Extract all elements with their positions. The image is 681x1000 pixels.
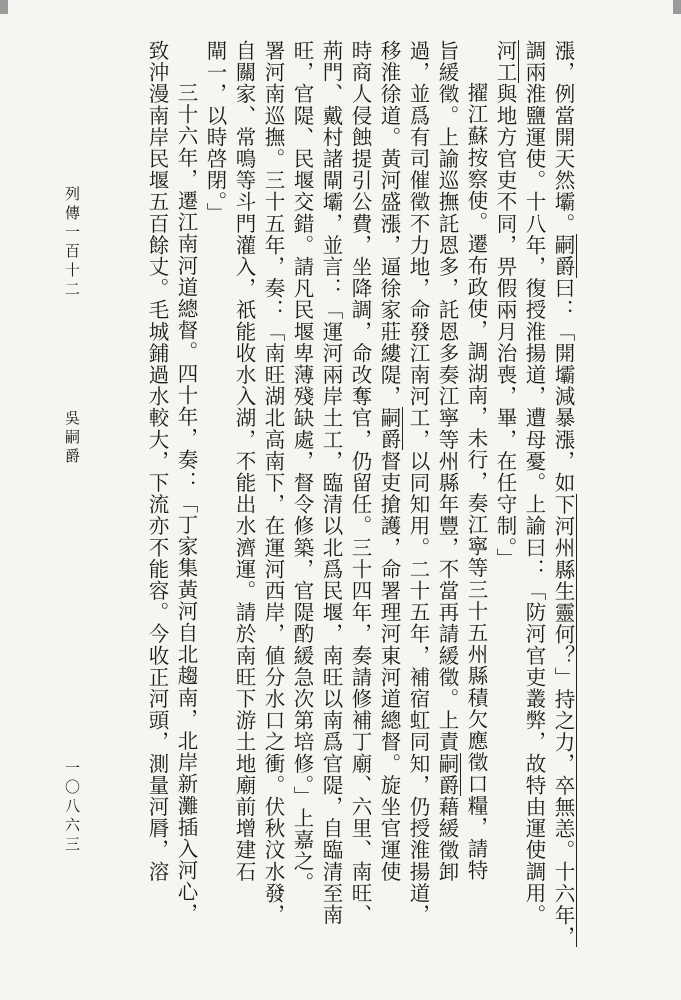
text-run: 旺，官隄、民堰交錯。請凡民堰卑薄殘缺處，督令修築，官隄酌緩急次第培修。」上嘉之。 — [290, 40, 314, 894]
text-run: 與地方官吏不同，畀假兩月治喪，畢，在任守制。」 — [493, 83, 517, 570]
proper-noun-mark: 嗣爵 — [377, 407, 401, 451]
scan-edge-left — [0, 0, 8, 14]
text-column — [233, 40, 255, 882]
proper-noun-mark: 下河州縣生靈何？」持之力，卒無恙。十六年， — [551, 493, 575, 948]
text-column — [349, 40, 371, 926]
text-run: 閘一，以時啓閉。」 — [203, 40, 227, 225]
text-column — [523, 40, 545, 926]
text-run: 藉緩徵卸 — [435, 796, 459, 883]
text-run: 自關家、常鳴等斗門灌入，祇能收水入湖，不能出水濟運。請於南旺下游土地廟前增建石 — [232, 40, 256, 883]
text-column — [175, 82, 197, 924]
header-section-title: 列傳一百十二 — [63, 186, 81, 300]
text-run: 荊門、戴村諸閘壩，並言：「運河兩岸土工，臨清以北爲民堰，南旺以南爲官隄，自臨清至南 — [319, 40, 343, 926]
text-run: 致沖漫南岸民堰五百餘丈。毛城鋪過水較大，下流亦不能容。今收正河頭，測量河脣，溶 — [145, 40, 169, 883]
text-column — [262, 40, 284, 926]
text-run: 過，並爲有司催徵不力地，命發江南河工，以同知用。二十五年，補宿虹同知，仍授淮揚道， — [406, 40, 430, 926]
text-run: 漲，例當開天然壩。 — [551, 40, 575, 235]
proper-noun-mark: 嗣爵 — [435, 752, 459, 797]
text-run: 署河南巡撫。三十五年，奏：「南旺湖北高南下，在運河西岸，値分水口之衝。伏秋汶水發， — [261, 40, 285, 926]
text-column — [204, 40, 226, 224]
text-run: 移淮徐道。黃河盛漲，逼徐家莊縷隄， — [377, 40, 401, 408]
text-run: 時商人侵蝕提引公費，坐降調，命改奪官，仍留任。三十四年，奏請修補丁廟、六里、南旺、 — [348, 40, 372, 926]
header-person-name: 吳嗣爵 — [63, 410, 81, 467]
page-number: 一〇八六三 — [63, 760, 81, 855]
text-run: 督吏搶護，命署理河東河道總督。旋坐官運使 — [377, 450, 401, 883]
text-column — [465, 82, 487, 881]
text-column — [494, 40, 516, 570]
text-column — [378, 40, 400, 882]
scan-edge-right — [673, 0, 681, 14]
proper-noun-mark: 河工 — [493, 40, 517, 84]
text-column — [407, 40, 429, 926]
text-column — [436, 40, 458, 882]
text-run: 旨緩徵。上諭巡撫託恩多，託恩多奏江寧等州縣年豐，不當再請緩徵。上責 — [435, 40, 459, 753]
text-column — [146, 40, 168, 882]
text-run: 三十六年，遷江南河道總督。四十年，奏：「丁家集黃河自北趨南，北岸新灘插入河心， — [174, 82, 198, 925]
text-column — [320, 40, 342, 926]
text-run: 曰：「開壩減暴漲，如 — [551, 277, 575, 494]
text-column — [291, 40, 313, 894]
text-run: 擢江蘇按察使。遷布政使，調湖南，未行，奏江寧等三十五州縣積欠應徵口糧，請特 — [464, 82, 488, 882]
text-column — [552, 40, 574, 947]
text-run: 調兩淮鹽運使。十八年，復授淮揚道，遭母憂。上諭曰：「防河官吏叢弊，故特由運使調用。 — [522, 40, 546, 926]
proper-noun-mark: 嗣爵 — [551, 234, 575, 278]
